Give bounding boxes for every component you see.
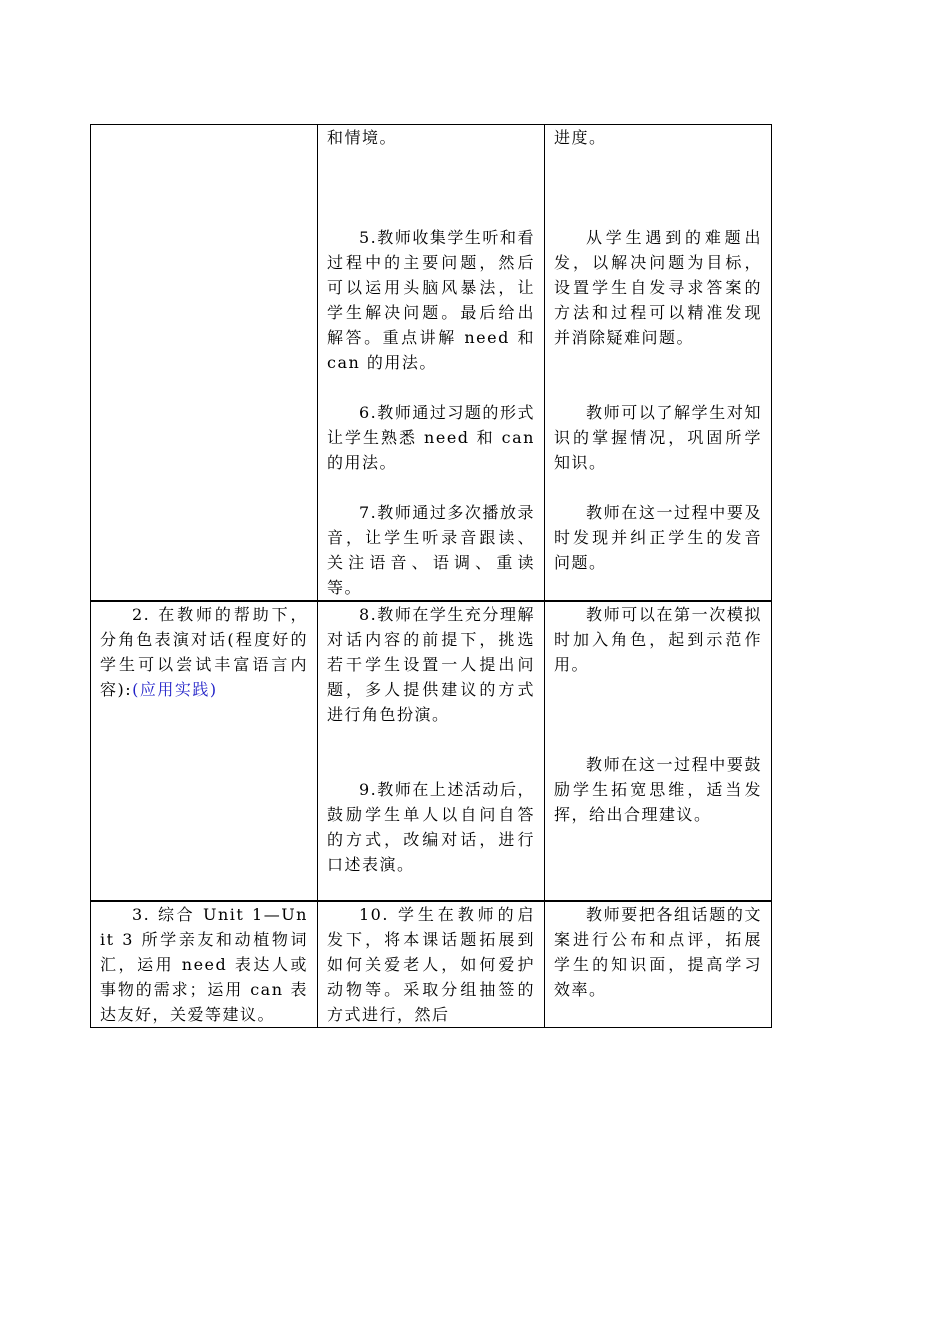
activity-3-text: 3. 综合 Unit 1—Unit 3 所学亲友和动植物词汇，运用 need 表达人或事物的需求；运用 can 表达友好，关爱等建议。 xyxy=(100,905,308,1024)
activity-2-tag: (应用实践) xyxy=(132,680,218,699)
activity-cell xyxy=(91,125,318,601)
table-row xyxy=(91,902,772,1028)
cell-text: 进度。 xyxy=(554,128,607,147)
step-9-text: 9.教师在上述活动后，鼓励学生单人以自问自答的方式，改编对话，进行口述表演。 xyxy=(327,780,535,874)
step-7-text: 7.教师通过多次播放录音，让学生听录音跟读、关注语音、语调、重读等。 xyxy=(327,503,535,597)
teaching-process-cell xyxy=(318,602,545,901)
step-5-text: 5.教师收集学生听和看过程中的主要问题，然后可以运用头脑风暴法，让学生解决问题。最后给出解答。重点讲解 need 和 can 的用法。 xyxy=(327,228,535,372)
teaching-process-cell xyxy=(318,125,545,601)
intent-9-text: 教师在这一过程中要鼓励学生拓宽思维，适当发挥，给出合理建议。 xyxy=(554,755,762,824)
intent-5-text: 从学生遇到的难题出发，以解决问题为目标，设置学生自发寻求答案的方法和过程可以精准发现并消除疑难问题。 xyxy=(554,228,762,347)
step-8-text: 8.教师在学生充分理解对话内容的前提下，挑选若干学生设置一人提出问题，多人提供建议的方式进行角色扮演。 xyxy=(327,605,535,724)
teaching-process-cell xyxy=(318,902,545,1028)
design-intent-cell xyxy=(545,602,772,901)
intent-10-text: 教师要把各组话题的文案进行公布和点评，拓展学生的知识面，提高学习效率。 xyxy=(554,905,762,999)
lesson-plan-table xyxy=(90,124,772,1028)
design-intent-cell xyxy=(545,125,772,601)
cell-text: 和情境。 xyxy=(327,128,398,147)
step-6-text: 6.教师通过习题的形式让学生熟悉 need 和 can 的用法。 xyxy=(327,403,535,472)
activity-cell xyxy=(91,902,318,1028)
intent-8-text: 教师可以在第一次模拟时加入角色，起到示范作用。 xyxy=(554,605,762,674)
activity-2-body: 2. 在教师的帮助下，分角色表演对话(程度好的学生可以尝试丰富语言内容): xyxy=(100,605,308,699)
intent-6-text: 教师可以了解学生对知识的掌握情况，巩固所学知识。 xyxy=(554,403,762,472)
table-row xyxy=(91,602,772,901)
intent-7-text: 教师在这一过程中要及时发现并纠正学生的发音问题。 xyxy=(554,503,762,572)
design-intent-cell xyxy=(545,902,772,1028)
step-10-text: 10. 学生在教师的启发下，将本课话题拓展到如何关爱老人，如何爱护动物等。采取分组抽签的方式进行，然后 xyxy=(327,905,535,1024)
activity-2-text xyxy=(100,602,308,702)
table-row xyxy=(91,125,772,601)
activity-cell xyxy=(91,602,318,901)
